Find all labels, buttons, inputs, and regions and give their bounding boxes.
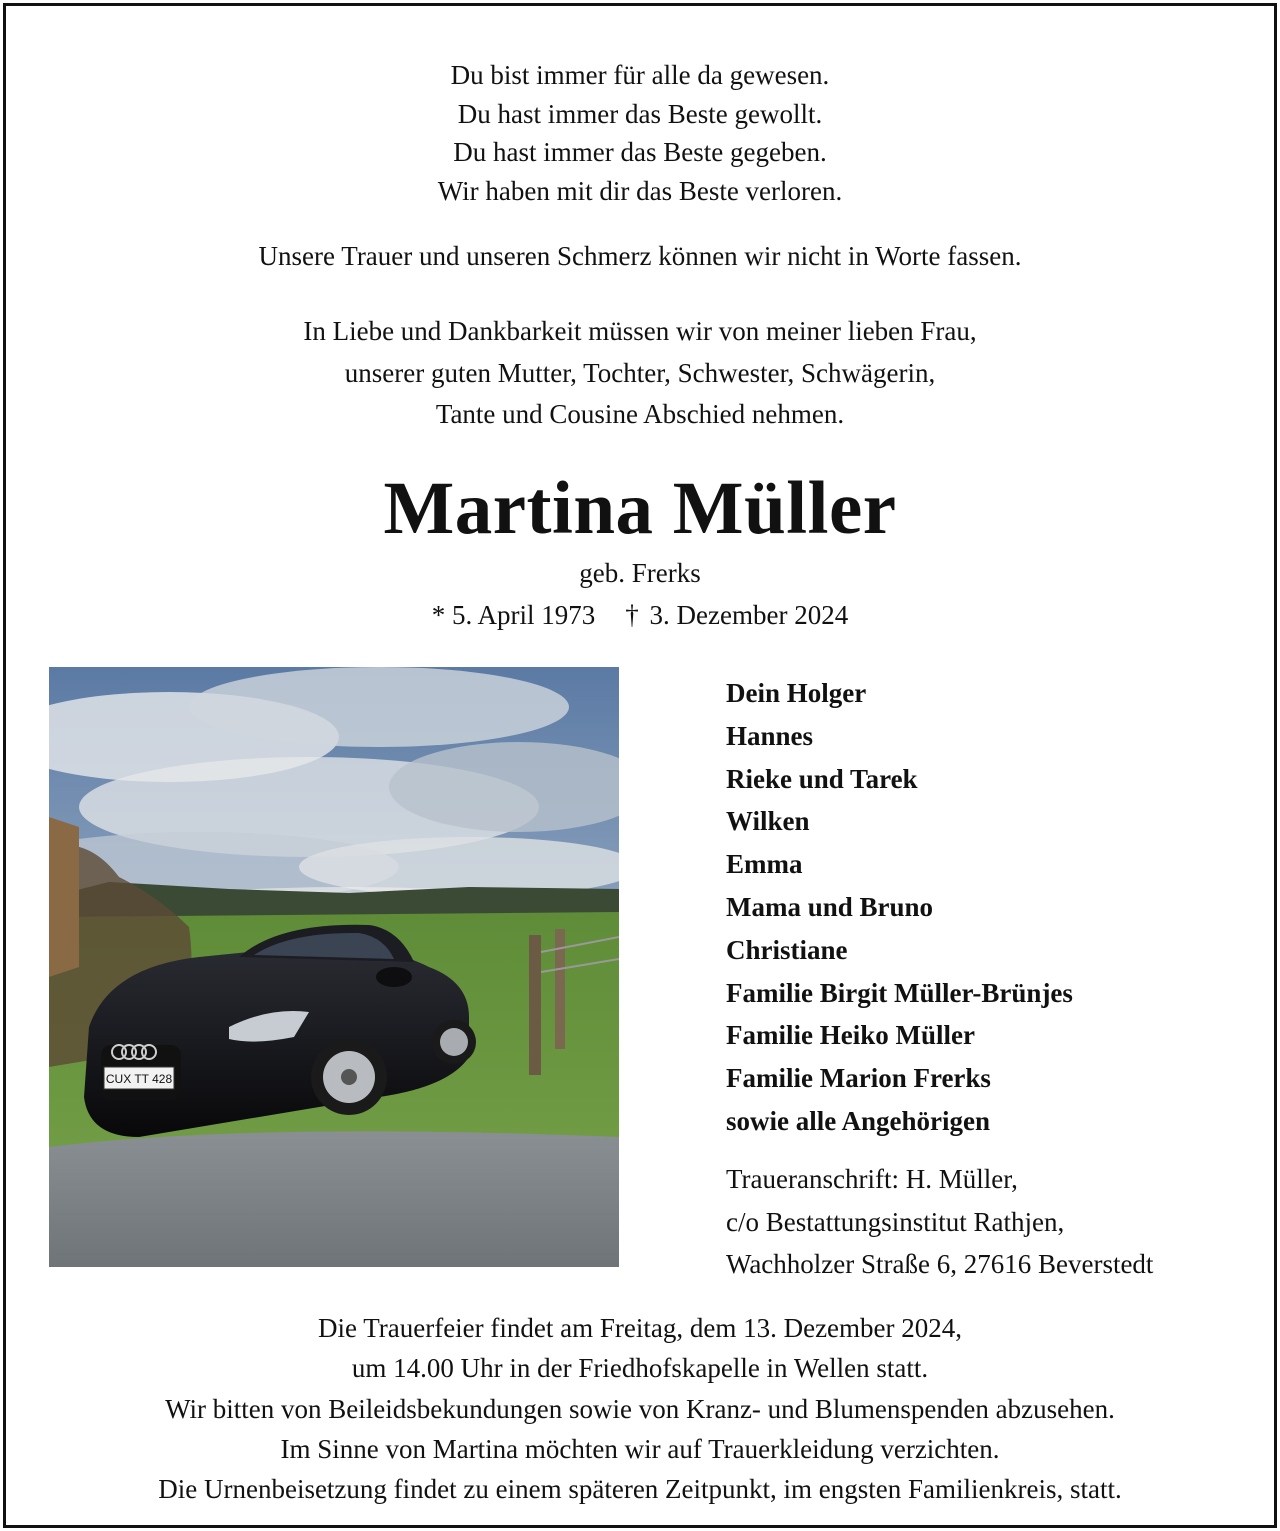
closing-line: Die Trauerfeier findet am Freitag, dem 13. Dezember 2024, xyxy=(317,1313,963,1343)
obituary-notice xyxy=(3,3,1277,1528)
birth-name: geb. Frerks xyxy=(579,558,701,588)
birth-date: * 5. April 1973 xyxy=(431,600,596,630)
address-line: c/o Bestattungsinstitut Rathjen, xyxy=(726,1206,1065,1237)
poem-line: Du bist immer für alle da gewesen. xyxy=(450,60,830,90)
poem xyxy=(6,56,1274,210)
car-photo xyxy=(49,667,619,1267)
family-member: sowie alle Angehörigen xyxy=(726,1105,990,1136)
closing-line: Wir bitten von Beileidsbekundungen sowie von Kranz- und Blumenspenden abzusehen. xyxy=(165,1393,1115,1424)
family-member: Rieke und Tarek xyxy=(726,763,918,794)
intro-line: In Liebe und Dankbarkeit müssen wir von meiner lieben Frau, xyxy=(303,316,977,346)
closing-line: Die Urnenbeisetzung findet zu einem späteren Zeitpunkt, im engsten Familienkreis, statt. xyxy=(158,1474,1122,1505)
intro-line: unserer guten Mutter, Tochter, Schwester, Schwägerin, xyxy=(344,357,936,388)
license-plate: CUX TT 428 xyxy=(105,1072,173,1086)
intro-line: Tante und Cousine Abschied nehmen. xyxy=(435,399,845,429)
family-member: Familie Marion Frerks xyxy=(726,1063,991,1094)
cross-icon: † xyxy=(625,600,639,630)
family-list xyxy=(726,672,1073,1143)
family-member: Dein Holger xyxy=(726,678,867,708)
grief-line: Unsere Trauer und unseren Schmerz können wir nicht in Worte fassen. xyxy=(258,241,1022,271)
family-member: Hannes xyxy=(726,720,814,751)
funeral-information xyxy=(6,1308,1274,1509)
family-member: Familie Heiko Müller xyxy=(726,1020,975,1051)
poem-line: Du hast immer das Beste gewollt. xyxy=(457,98,823,129)
address-line: Traueranschrift: H. Müller, xyxy=(726,1164,1018,1194)
deceased-name: Martina Müller xyxy=(383,467,897,550)
family-member: Familie Birgit Müller-Brünjes xyxy=(726,977,1073,1008)
car-photo-illustration xyxy=(49,667,619,1267)
death-date: 3. Dezember 2024 xyxy=(649,600,849,630)
life-dates xyxy=(6,595,1274,635)
poem-line: Du hast immer das Beste gegeben. xyxy=(453,137,827,167)
intro-text xyxy=(6,311,1274,436)
closing-line: um 14.00 Uhr in der Friedhofskapelle in Wellen statt. xyxy=(351,1353,929,1384)
mourning-address xyxy=(726,1158,1153,1286)
poem-line: Wir haben mit dir das Beste verloren. xyxy=(437,175,843,206)
address-line: Wachholzer Straße 6, 27616 Beverstedt xyxy=(726,1249,1154,1279)
family-member: Christiane xyxy=(726,934,848,965)
family-member: Mama und Bruno xyxy=(726,891,934,922)
closing-line: Im Sinne von Martina möchten wir auf Trauerkleidung verzichten. xyxy=(280,1433,1000,1464)
family-member: Emma xyxy=(726,849,803,880)
family-member: Wilken xyxy=(726,806,810,837)
